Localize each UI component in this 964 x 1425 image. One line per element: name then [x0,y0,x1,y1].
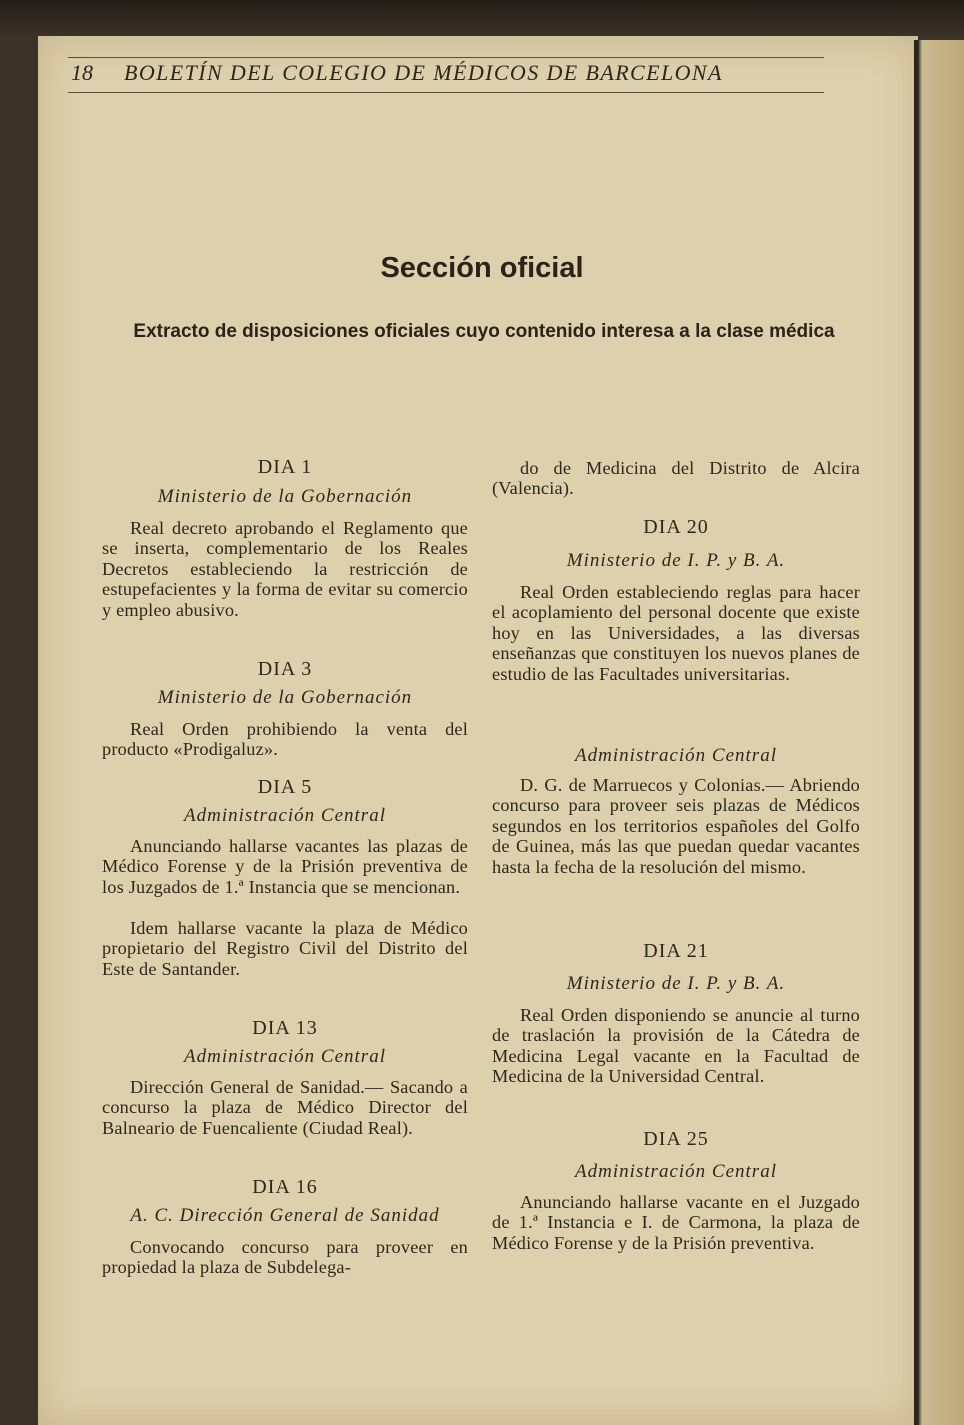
entry-text: Convocando concurso para proveer en propiedad la plaza de Subdelega- [102,1237,468,1278]
ministry-heading: Administración Central [575,1161,777,1182]
day-heading: DIA 13 [252,1017,318,1039]
day-heading: DIA 1 [257,456,313,478]
entry-text: Idem hallarse vacante la plaza de Médico propietario del Registro Civil del Distrito del Este de Santander. [102,918,468,979]
entry-text: do de Medicina del Distrito de Alcira (Valencia). [492,458,860,499]
entry-text: Real Orden estableciendo reglas para hacer el acoplamiento del personal docente que existe hoy en las Universidades, a las diversas enseñanzas que constituyen los nuevos planes de estudio de las Facultades universitarias. [492,582,860,684]
ministry-heading: Administración Central [184,1046,386,1067]
day-heading: DIA 20 [643,516,709,538]
entry-text: Anunciando hallarse vacante en el Juzgado de 1.ª Instancia e I. de Carmona, la plaza de Médico Forense y de la Prisión preventiva. [492,1192,860,1253]
section-subtitle: Extracto de disposiciones oficiales cuyo contenido interesa a la clase médica [133,321,835,342]
page-number: 18 [71,60,93,85]
day-heading: DIA 5 [257,776,313,798]
entry-text: Real decreto aprobando el Reglamento que se inserta, complementario de los Reales Decretos estableciendo la restricción de estupefacientes y la forma de evitar su comercio y empleo abusivo. [102,518,468,620]
section-title: Sección oficial [380,252,584,284]
day-heading: DIA 16 [252,1176,318,1198]
ministry-heading: Ministerio de la Gobernación [157,687,413,708]
running-header [68,57,824,93]
entry-text: Real Orden prohibiendo la venta del producto «Prodigaluz». [102,719,468,760]
entry-text: D. G. de Marruecos y Colonias.— Abriendo concurso para proveer seis plazas de Médicos segundos en los territorios españoles del Golfo de Guinea, más las que puedan quedar vacantes hasta la fecha de la resolución del mismo. [492,775,860,877]
ministry-heading: Ministerio de I. P. y B. A. [566,550,786,571]
ministry-heading: A. C. Dirección General de Sanidad [130,1205,440,1226]
ministry-heading: Ministerio de I. P. y B. A. [566,973,786,994]
day-heading: DIA 21 [643,940,709,962]
entry-text: Anunciando hallarse vacantes las plazas de Médico Forense y de la Prisión preventiva de los Juzgados de 1.ª Instancia que se mencionan. [102,836,468,897]
ministry-heading: Administración Central [575,745,777,766]
next-page-edge [914,40,964,1425]
day-heading: DIA 3 [257,658,313,680]
ministry-heading: Administración Central [184,805,386,826]
entry-text: Dirección General de Sanidad.— Sacando a concurso la plaza de Médico Director del Balneario de Fuencaliente (Ciudad Real). [102,1077,468,1138]
scan-top-edge [0,0,964,36]
publication-title: BOLETÍN DEL COLEGIO DE MÉDICOS DE BARCELONA [124,60,723,85]
ministry-heading: Ministerio de la Gobernación [157,486,413,507]
day-heading: DIA 25 [643,1128,709,1150]
entry-text: Real Orden disponiendo se anuncie al turno de traslación la provisión de la Cátedra de Medicina Legal vacante en la Facultad de Medicina de la Universidad Central. [492,1005,860,1087]
